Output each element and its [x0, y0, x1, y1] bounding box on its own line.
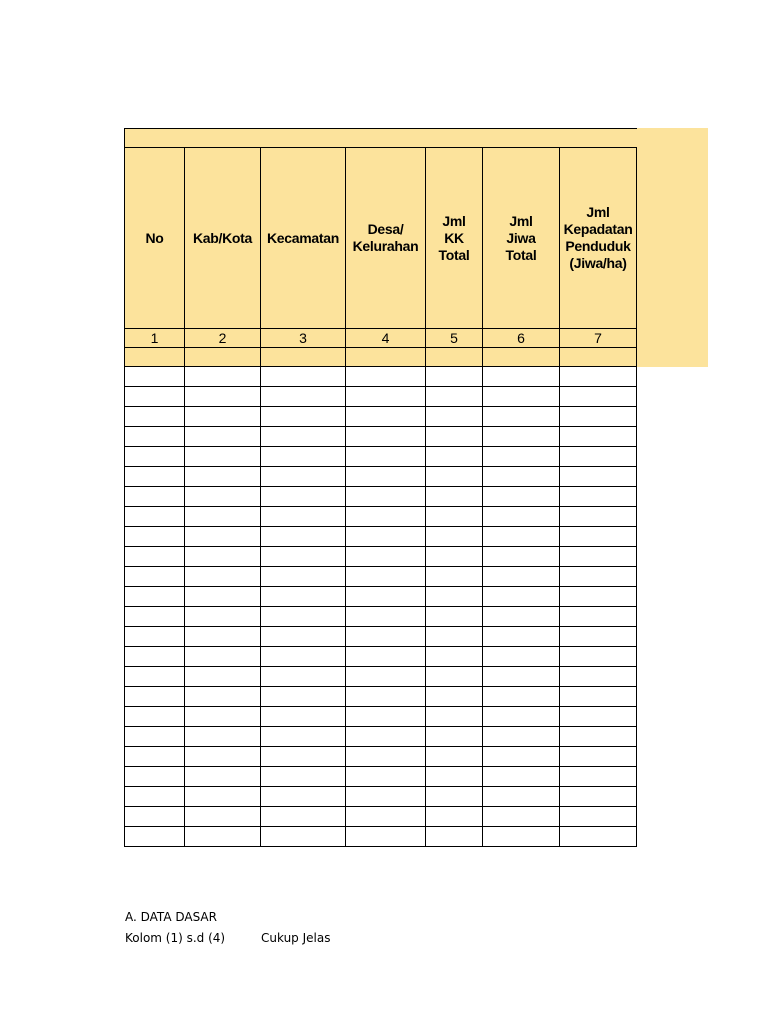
table-cell[interactable]	[346, 427, 426, 447]
table-cell[interactable]	[261, 587, 346, 607]
table-cell[interactable]	[483, 427, 560, 447]
table-cell[interactable]	[261, 367, 346, 387]
table-cell[interactable]	[483, 627, 560, 647]
table-cell[interactable]	[346, 507, 426, 527]
table-cell[interactable]	[426, 707, 483, 727]
table-cell[interactable]	[426, 747, 483, 767]
table-cell[interactable]	[483, 487, 560, 507]
header-jml-jiwa-total: Jml Jiwa Total	[483, 148, 560, 329]
table-cell[interactable]	[125, 407, 185, 427]
table-cell	[426, 348, 483, 367]
table-cell[interactable]	[185, 647, 261, 667]
table-row	[125, 387, 637, 407]
table-cell[interactable]	[261, 447, 346, 467]
table-row	[125, 647, 637, 667]
table-cell[interactable]	[346, 667, 426, 687]
table-cell[interactable]	[483, 507, 560, 527]
header-jml-kk-total: Jml KK Total	[426, 148, 483, 329]
table-cell[interactable]	[185, 407, 261, 427]
table-cell[interactable]	[261, 727, 346, 747]
table-cell[interactable]	[426, 807, 483, 827]
table-cell[interactable]	[426, 667, 483, 687]
table-cell[interactable]	[346, 827, 426, 847]
table-cell[interactable]	[346, 387, 426, 407]
table-cell[interactable]	[483, 547, 560, 567]
table-cell[interactable]	[125, 707, 185, 727]
column-number: 6	[483, 329, 560, 348]
table-cell[interactable]	[560, 727, 637, 747]
table-cell[interactable]	[560, 427, 637, 447]
table-cell[interactable]	[426, 567, 483, 587]
table-cell[interactable]	[261, 747, 346, 767]
table-row	[125, 627, 637, 647]
table-cell[interactable]	[483, 687, 560, 707]
table-cell	[560, 348, 637, 367]
table-cell[interactable]	[560, 487, 637, 507]
table-cell[interactable]	[185, 667, 261, 687]
header-no: No	[125, 148, 185, 329]
table-cell[interactable]	[346, 787, 426, 807]
table-cell[interactable]	[185, 747, 261, 767]
table-cell[interactable]	[346, 547, 426, 567]
table-cell[interactable]	[125, 367, 185, 387]
table-cell[interactable]	[426, 467, 483, 487]
table-cell[interactable]	[346, 647, 426, 667]
table-row	[125, 547, 637, 567]
table-cell	[261, 348, 346, 367]
table-cell[interactable]	[261, 707, 346, 727]
table-cell[interactable]	[261, 387, 346, 407]
table-row	[125, 667, 637, 687]
table-cell[interactable]	[185, 827, 261, 847]
table-cell[interactable]	[483, 827, 560, 847]
table-cell[interactable]	[346, 527, 426, 547]
table-cell[interactable]	[560, 547, 637, 567]
table-cell[interactable]	[483, 667, 560, 687]
table-cell[interactable]	[125, 627, 185, 647]
table-cell[interactable]	[125, 827, 185, 847]
table-row	[125, 467, 637, 487]
table-cell[interactable]	[560, 507, 637, 527]
table-cell[interactable]	[125, 807, 185, 827]
column-number: 2	[185, 329, 261, 348]
column-number: 7	[560, 329, 637, 348]
table-cell[interactable]	[560, 767, 637, 787]
section-title: A. DATA DASAR	[125, 910, 217, 924]
header-kab-kota: Kab/Kota	[185, 148, 261, 329]
table-row	[125, 487, 637, 507]
table-cell[interactable]	[125, 387, 185, 407]
blank-yellow-row	[125, 348, 637, 367]
table-cell[interactable]	[483, 607, 560, 627]
table-cell[interactable]	[125, 507, 185, 527]
table-cell[interactable]	[560, 787, 637, 807]
table-row	[125, 707, 637, 727]
table-top-band	[125, 129, 637, 148]
table-cell[interactable]	[346, 607, 426, 627]
table-row	[125, 747, 637, 767]
table-cell[interactable]	[261, 567, 346, 587]
table-header-row	[125, 148, 637, 329]
table-cell[interactable]	[483, 367, 560, 387]
table-cell[interactable]	[426, 427, 483, 447]
table-cell[interactable]	[261, 647, 346, 667]
table-cell[interactable]	[483, 787, 560, 807]
table-cell	[346, 348, 426, 367]
table-row	[125, 507, 637, 527]
table-cell[interactable]	[426, 367, 483, 387]
table-cell[interactable]	[483, 707, 560, 727]
table-cell[interactable]	[426, 487, 483, 507]
table-cell[interactable]	[483, 567, 560, 587]
table-row	[125, 587, 637, 607]
table-cell[interactable]	[125, 467, 185, 487]
table-cell[interactable]	[261, 407, 346, 427]
table-cell[interactable]	[261, 527, 346, 547]
table-cell[interactable]	[261, 487, 346, 507]
table-cell[interactable]	[483, 807, 560, 827]
data-form-table	[124, 128, 637, 847]
table-cell[interactable]	[560, 567, 637, 587]
table-cell[interactable]	[185, 687, 261, 707]
table-cell[interactable]	[261, 467, 346, 487]
table-cell[interactable]	[185, 707, 261, 727]
table-cell	[185, 348, 261, 367]
table-cell[interactable]	[261, 627, 346, 647]
table-cell[interactable]	[426, 407, 483, 427]
table-row	[125, 827, 637, 847]
table-cell[interactable]	[346, 727, 426, 747]
table-cell[interactable]	[346, 567, 426, 587]
table-cell[interactable]	[346, 587, 426, 607]
table-cell[interactable]	[125, 687, 185, 707]
table-cell[interactable]	[346, 467, 426, 487]
table-cell[interactable]	[261, 767, 346, 787]
table-cell[interactable]	[483, 387, 560, 407]
table-cell[interactable]	[185, 487, 261, 507]
column-number: 1	[125, 329, 185, 348]
notes-line	[125, 928, 330, 949]
table-cell[interactable]	[560, 527, 637, 547]
table-cell[interactable]	[185, 507, 261, 527]
table-row	[125, 687, 637, 707]
table-cell[interactable]	[125, 607, 185, 627]
table-cell[interactable]	[483, 447, 560, 467]
table-cell[interactable]	[185, 367, 261, 387]
table-row	[125, 607, 637, 627]
table-cell[interactable]	[560, 687, 637, 707]
table-cell[interactable]	[560, 367, 637, 387]
table-cell[interactable]	[483, 527, 560, 547]
table-cell[interactable]	[426, 727, 483, 747]
table-cell[interactable]	[483, 727, 560, 747]
table-cell[interactable]	[346, 627, 426, 647]
table-cell[interactable]	[125, 487, 185, 507]
column-number: 4	[346, 329, 426, 348]
column-number: 5	[426, 329, 483, 348]
table-cell[interactable]	[125, 447, 185, 467]
table-cell[interactable]	[426, 387, 483, 407]
column-number-row	[125, 329, 637, 348]
header-kecamatan: Kecamatan	[261, 148, 346, 329]
table-cell[interactable]	[426, 587, 483, 607]
table-cell[interactable]	[185, 387, 261, 407]
table-cell[interactable]	[346, 807, 426, 827]
table-cell[interactable]	[483, 407, 560, 427]
table-cell[interactable]	[483, 767, 560, 787]
table-cell[interactable]	[560, 807, 637, 827]
table-cell[interactable]	[185, 447, 261, 467]
table-cell[interactable]	[426, 647, 483, 667]
table-row	[125, 727, 637, 747]
table-cell[interactable]	[426, 547, 483, 567]
table-row	[125, 447, 637, 467]
column-number: 3	[261, 329, 346, 348]
table-cell[interactable]	[261, 827, 346, 847]
header-jml-kepadatan: Jml Kepadatan Penduduk (Jiwa/ha)	[560, 148, 637, 329]
table-cell[interactable]	[125, 647, 185, 667]
table-cell[interactable]	[261, 547, 346, 567]
table-cell[interactable]	[346, 407, 426, 427]
table-cell[interactable]	[426, 787, 483, 807]
note-value: Cukup Jelas	[261, 931, 331, 945]
table-cell[interactable]	[261, 427, 346, 447]
table-row	[125, 567, 637, 587]
table-cell[interactable]	[125, 787, 185, 807]
table-cell	[483, 348, 560, 367]
table-cell[interactable]	[560, 827, 637, 847]
table-cell[interactable]	[125, 587, 185, 607]
table-cell[interactable]	[185, 547, 261, 567]
table-cell	[125, 348, 185, 367]
table-cell[interactable]	[185, 807, 261, 827]
table-cell[interactable]	[560, 467, 637, 487]
table-cell[interactable]	[261, 807, 346, 827]
table-cell[interactable]	[560, 647, 637, 667]
table-cell[interactable]	[483, 647, 560, 667]
table-cell[interactable]	[125, 767, 185, 787]
top-band-cell	[125, 129, 637, 148]
table-cell[interactable]	[185, 467, 261, 487]
table-row	[125, 427, 637, 447]
table-cell[interactable]	[185, 787, 261, 807]
table-cell[interactable]	[426, 507, 483, 527]
notes-section	[125, 907, 330, 949]
table-cell[interactable]	[261, 607, 346, 627]
table-cell[interactable]	[426, 767, 483, 787]
note-label: Kolom (1) s.d (4)	[125, 931, 226, 945]
table-cell[interactable]	[560, 627, 637, 647]
table-cell[interactable]	[125, 727, 185, 747]
table-cell[interactable]	[560, 667, 637, 687]
table-cell[interactable]	[483, 587, 560, 607]
table-cell[interactable]	[185, 607, 261, 627]
table-cell[interactable]	[426, 827, 483, 847]
table-cell[interactable]	[261, 507, 346, 527]
table-cell[interactable]	[560, 447, 637, 467]
table-cell[interactable]	[426, 527, 483, 547]
table-cell[interactable]	[185, 727, 261, 747]
table-cell[interactable]	[346, 767, 426, 787]
table-cell[interactable]	[346, 747, 426, 767]
table-row	[125, 807, 637, 827]
table-cell[interactable]	[185, 427, 261, 447]
table-cell[interactable]	[346, 447, 426, 467]
table-cell[interactable]	[185, 587, 261, 607]
table-cell[interactable]	[560, 707, 637, 727]
table-cell[interactable]	[185, 527, 261, 547]
table-row	[125, 767, 637, 787]
header-desa-kelurahan: Desa/ Kelurahan	[346, 148, 426, 329]
table-cell[interactable]	[261, 787, 346, 807]
table-cell[interactable]	[483, 467, 560, 487]
table-row	[125, 787, 637, 807]
table-cell[interactable]	[560, 587, 637, 607]
table-cell[interactable]	[261, 687, 346, 707]
table-cell[interactable]	[560, 607, 637, 627]
table-cell[interactable]	[426, 607, 483, 627]
table-cell[interactable]	[125, 747, 185, 767]
table-cell[interactable]	[560, 747, 637, 767]
table-row	[125, 527, 637, 547]
table-cell[interactable]	[125, 547, 185, 567]
table-cell[interactable]	[560, 407, 637, 427]
table-cell[interactable]	[185, 627, 261, 647]
table-cell[interactable]	[346, 367, 426, 387]
table-cell[interactable]	[426, 627, 483, 647]
table-cell[interactable]	[261, 667, 346, 687]
table-cell[interactable]	[185, 767, 261, 787]
table-cell[interactable]	[125, 667, 185, 687]
table-cell[interactable]	[125, 527, 185, 547]
notes-title-row	[125, 907, 330, 928]
table-cell[interactable]	[426, 447, 483, 467]
table-cell[interactable]	[346, 707, 426, 727]
table-cell[interactable]	[125, 427, 185, 447]
table-cell[interactable]	[346, 487, 426, 507]
table-cell[interactable]	[125, 567, 185, 587]
table-cell[interactable]	[426, 687, 483, 707]
table-row	[125, 367, 637, 387]
table-cell[interactable]	[185, 567, 261, 587]
table-row	[125, 407, 637, 427]
table-cell[interactable]	[560, 387, 637, 407]
table-cell[interactable]	[346, 687, 426, 707]
table-cell[interactable]	[483, 747, 560, 767]
